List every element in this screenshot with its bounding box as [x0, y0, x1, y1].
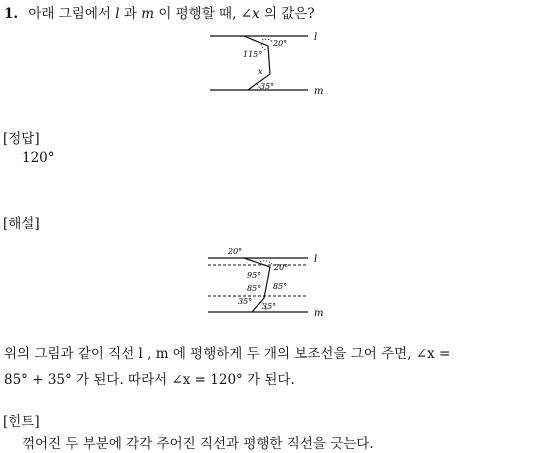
question-text-before: 아래 그림에서 [28, 6, 111, 22]
var-l: l [115, 6, 120, 22]
answer-heading: [정답] [3, 131, 40, 147]
figure-2 [200, 240, 340, 320]
angle-x: ∠x [240, 6, 260, 22]
question-text-mid2: 이 평행할 때, [158, 6, 237, 22]
label-35: 35° [260, 82, 275, 91]
question-line [4, 2, 315, 22]
question-text-mid1: 과 [123, 6, 137, 22]
label-35a: 35° [238, 297, 253, 306]
label-m: m [314, 86, 324, 97]
solution-line-2: 85° + 35° 가 된다. 따라서 ∠x = 120° 가 된다. [4, 372, 295, 388]
label-20: 20° [228, 247, 243, 256]
label-20: 20° [273, 39, 288, 48]
figure-1 [200, 28, 340, 100]
label-115: 115° [243, 50, 263, 59]
label-35b: 35° [262, 302, 277, 311]
question-number: 1. [4, 6, 19, 22]
solution-heading: [해설] [3, 216, 40, 232]
label-l: l [314, 254, 318, 265]
label-95: 95° [247, 271, 262, 280]
angle-arc-20 [262, 39, 273, 42]
label-85b: 85° [273, 282, 288, 291]
label-20b: 20° [274, 263, 289, 272]
label-m: m [314, 308, 324, 319]
question-text-after: 의 값은? [263, 6, 315, 22]
hint-heading: [힌트] [3, 414, 40, 430]
var-m: m [141, 6, 155, 22]
label-l: l [314, 32, 318, 43]
label-x: x [258, 67, 263, 76]
solution-line-1: 위의 그림과 같이 직선 l , m 에 평행하게 두 개의 보조선을 그어 주면, ∠x = [4, 346, 451, 362]
hint-text: 꺾어진 두 부분에 각각 주어진 직선과 평행한 직선을 긋는다. [22, 436, 374, 452]
answer-value: 120° [22, 150, 55, 166]
angle-arc-top [260, 261, 272, 264]
label-85a: 85° [247, 284, 262, 293]
